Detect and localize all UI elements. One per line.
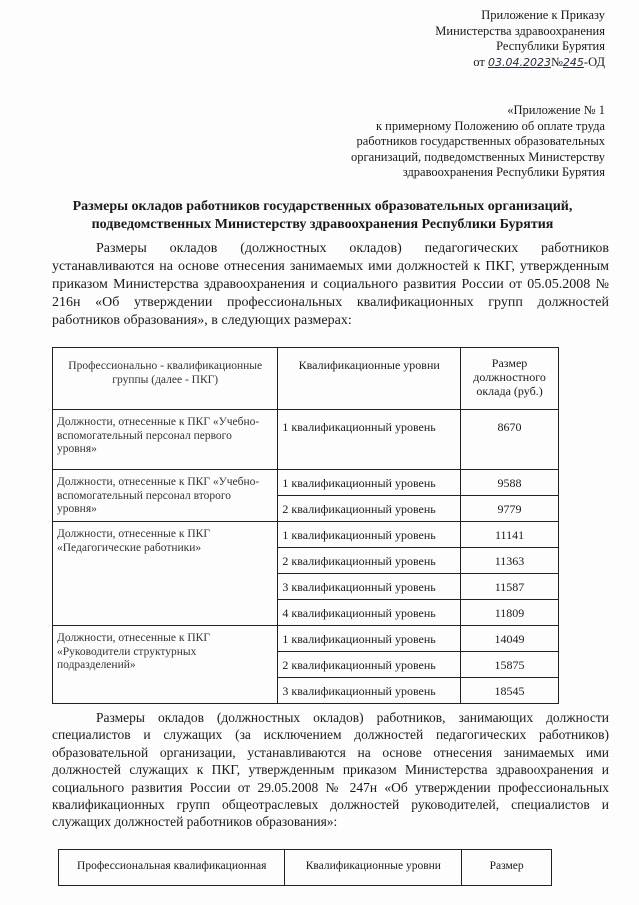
qualification-level: 1 квалификационный уровень — [278, 626, 461, 652]
table-header-row — [53, 348, 559, 410]
header-group: Профессионально - квалификационные группы (далее - ПКГ) — [53, 348, 278, 410]
number-prefix: № — [550, 54, 563, 69]
salary-amount: 11363 — [461, 548, 559, 574]
header-amount: Размер — [462, 850, 552, 886]
qualification-level: 2 квалификационный уровень — [278, 496, 461, 522]
handwritten-number: 245 — [562, 55, 584, 69]
header-level: Квалификационные уровни — [285, 850, 462, 886]
header-line: Министерства здравоохранения — [435, 23, 605, 38]
salary-amount: 8670 — [461, 410, 559, 470]
order-date-line — [435, 55, 605, 71]
salary-amount: 14049 — [461, 626, 559, 652]
intro-paragraph: Размеры окладов (должностных окладов) педагогических работников устанавливаются на основе отнесения занимаемых ими должностей к ПКГ, утвержденным приказом Министерства здравоохранения и социального развития России от 05.05.2008 № 216н «Об утверждении профессиональных квалификационных групп должностей работников образования», в следующих размерах: — [52, 241, 609, 328]
group-name: Должности, отнесенные к ПКГ «Учебно-вспомогательный персонал первого уровня» — [53, 410, 278, 470]
salary-amount: 11141 — [461, 522, 559, 548]
salary-amount: 18545 — [461, 678, 559, 704]
table-row — [53, 470, 559, 496]
qualification-level: 4 квалификационный уровень — [278, 600, 461, 626]
appendix-line: к примерному Положению об оплате труда — [375, 118, 605, 133]
qualification-level: 2 квалификационный уровень — [278, 548, 461, 574]
table-header-row — [59, 850, 552, 886]
salary-table-pedagogical — [52, 347, 559, 704]
qualification-level: 3 квалификационный уровень — [278, 678, 461, 704]
header-level: Квалификационные уровни — [278, 348, 461, 410]
qualification-level: 1 квалификационный уровень — [278, 410, 461, 470]
salary-amount: 9588 — [461, 470, 559, 496]
salary-table-specialists — [58, 849, 552, 886]
date-prefix: от — [473, 54, 485, 69]
salary-amount: 11587 — [461, 574, 559, 600]
handwritten-date: 03.04.2023 — [487, 55, 551, 69]
header-amount: Размер должностного оклада (руб.) — [461, 348, 559, 410]
group-name: Должности, отнесенные к ПКГ «Руководители структурных подразделений» — [53, 626, 278, 704]
qualification-level: 3 квалификационный уровень — [278, 574, 461, 600]
salary-amount: 15875 — [461, 652, 559, 678]
qualification-level: 1 квалификационный уровень — [278, 470, 461, 496]
header-group: Профессиональная квалификационная — [59, 850, 285, 886]
appendix-line: организаций, подведомственных Министерству — [350, 149, 605, 164]
salary-amount: 9779 — [461, 496, 559, 522]
appendix-line: здравоохранения Республики Бурятия — [402, 165, 605, 179]
header-line: Республики Бурятия — [496, 39, 605, 53]
qualification-level: 2 квалификационный уровень — [278, 652, 461, 678]
number-suffix: -ОД — [583, 54, 605, 69]
table-row — [53, 626, 559, 652]
document-title: Размеры окладов работников государственных образовательных организаций, подведомственных Министерству здравоохранения Республики Бурятия — [72, 199, 573, 232]
table-row — [53, 410, 559, 470]
group-name: Должности, отнесенные к ПКГ «Учебно-вспомогательный персонал второго уровня» — [53, 470, 278, 522]
appendix-header — [351, 103, 605, 181]
qualification-level: 1 квалификационный уровень — [278, 522, 461, 548]
salary-amount: 11809 — [461, 600, 559, 626]
order-header — [435, 8, 605, 70]
table-row — [53, 522, 559, 548]
appendix-line: «Приложение № 1 — [507, 103, 605, 117]
second-paragraph: Размеры окладов (должностных окладов) работников, занимающих должности специалистов и служащих (за исключением должностей педагогических работников) образовательной организации, устанавливаются на основе отнесения занимаемых ими должностей служащих к ПКГ, утвержденным приказом Министерства здравоохранения и социального развития России от 29.05.2008 № 247н «Об утверждении профессиональных квалификационных групп общеотраслевых должностей руководителей, специалистов и служащих должностей работников образования»: — [52, 710, 609, 830]
appendix-line: работников государственных образовательных — [356, 134, 605, 148]
header-line: Приложение к Приказу — [481, 8, 605, 22]
group-name: Должности, отнесенные к ПКГ «Педагогические работники» — [53, 522, 278, 626]
